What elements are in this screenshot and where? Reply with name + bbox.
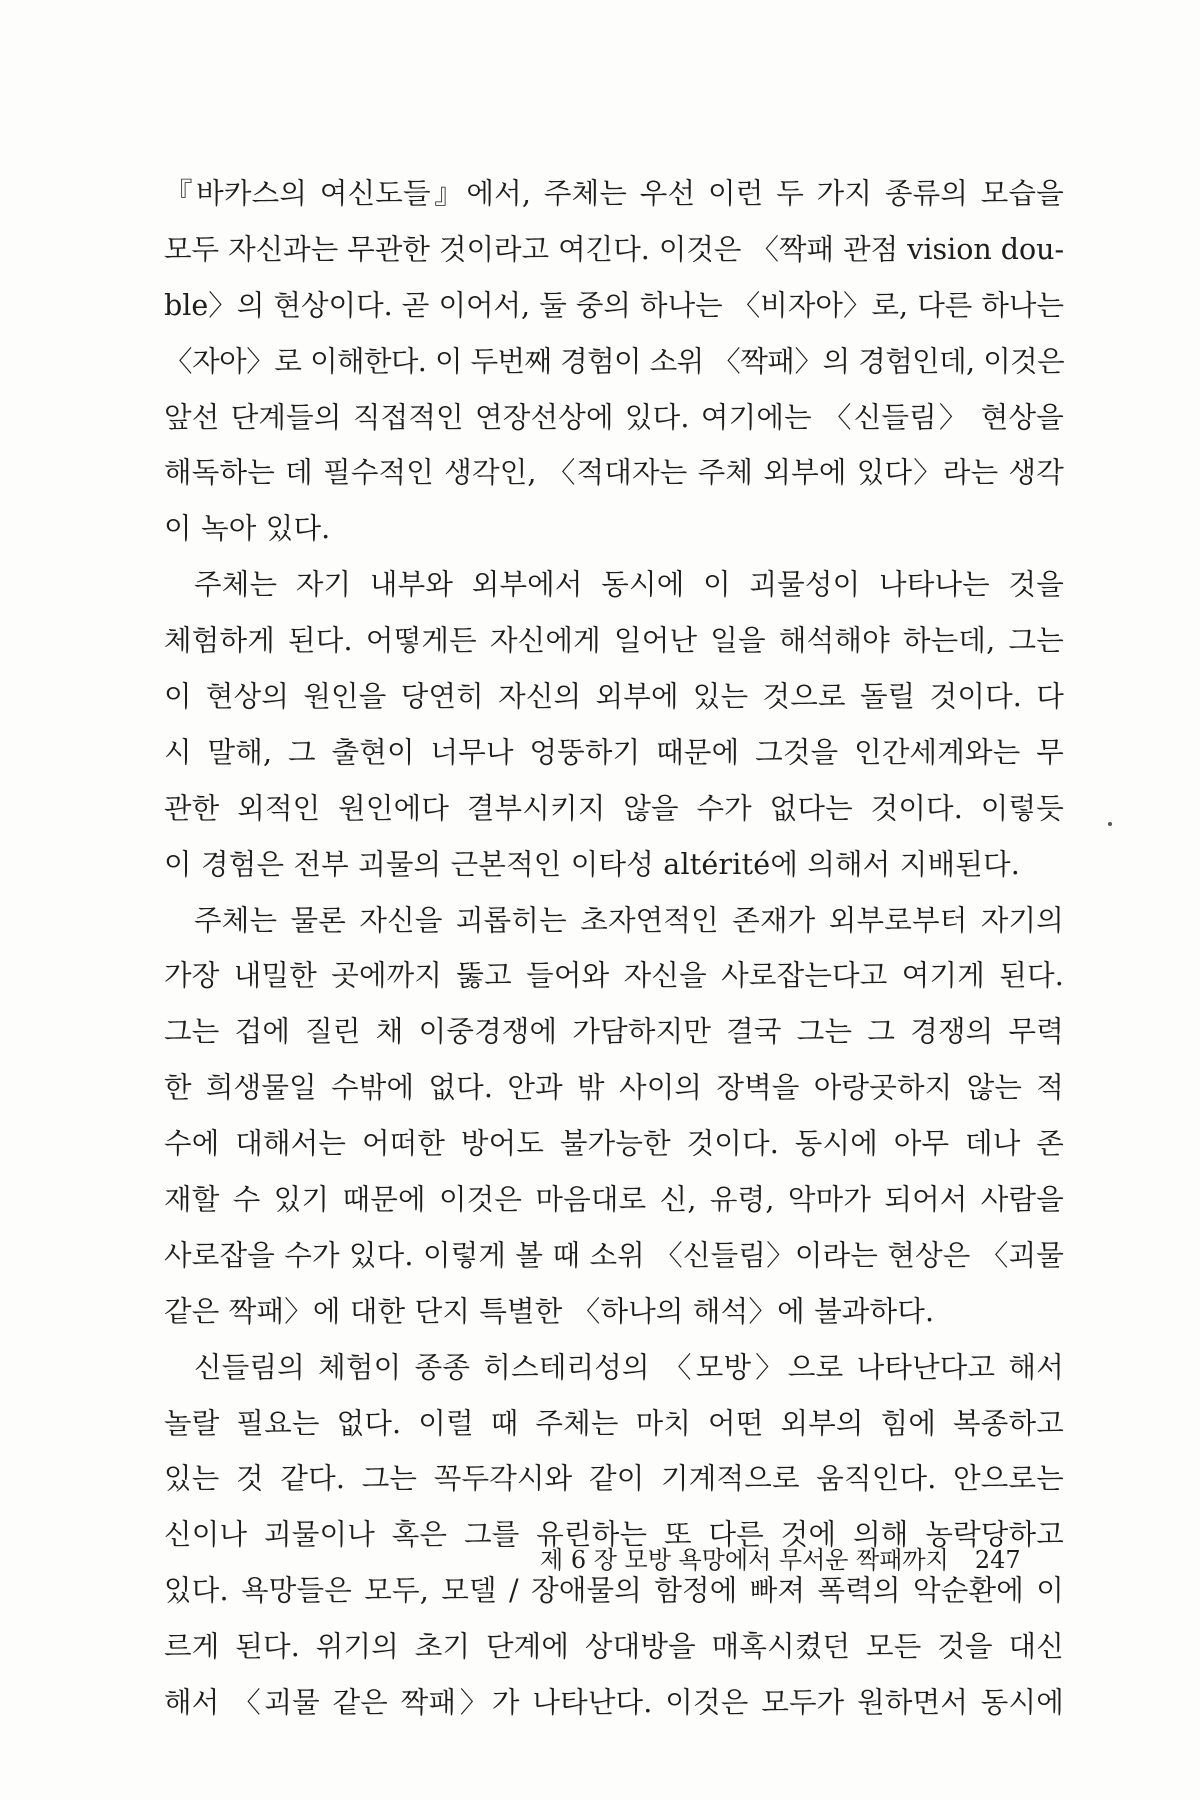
text-line: 재할 수 있기 때문에 이것은 마음대로 신, 유령, 악마가 되어서 사람을 bbox=[164, 1183, 1064, 1217]
text-line: 시 말해, 그 출현이 너무나 엉뚱하기 때문에 그것을 인간세계와는 무 bbox=[164, 735, 1064, 769]
text-line: 주체는 물론 자신을 괴롭히는 초자연적인 존재가 외부로부터 자기의 bbox=[194, 903, 1064, 937]
text-line: 신들림의 체험이 종종 히스테리성의 〈모방〉으로 나타난다고 해서 bbox=[194, 1350, 1064, 1384]
scan-speck bbox=[1108, 822, 1112, 826]
text-line: 모두 자신과는 무관한 것이라고 여긴다. 이것은 〈짝패 관점 vision dou- bbox=[164, 232, 1065, 266]
text-line: 있는 것 같다. 그는 꼭두각시와 같이 기계적으로 움직인다. 안으로는 bbox=[164, 1462, 1064, 1496]
text-line: 가장 내밀한 곳에까지 뚫고 들어와 자신을 사로잡는다고 여기게 된다. bbox=[164, 959, 1064, 993]
text-line: 해서 〈괴물 같은 짝패〉가 나타난다. 이것은 모두가 원하면서 동시에 bbox=[164, 1686, 1064, 1720]
text-line: 해독하는 데 필수적인 생각인, 〈적대자는 주체 외부에 있다〉라는 생각 bbox=[164, 456, 1064, 490]
text-line: 수에 대해서는 어떠한 방어도 불가능한 것이다. 동시에 아무 데나 존 bbox=[164, 1127, 1064, 1161]
page-number: 247 bbox=[974, 1546, 1021, 1574]
text-line: 신이나 괴물이나 혹은 그를 유린하는 또 다른 것에 의해 농락당하고 bbox=[164, 1518, 1064, 1552]
running-footer-chapter-title: 제 6 장 모방 욕망에서 무서운 짝패까지 bbox=[540, 1546, 949, 1574]
text-line: ble〉의 현상이다. 곧 이어서, 둘 중의 하나는 〈비자아〉로, 다른 하나는 bbox=[164, 288, 1064, 322]
text-line: 『바카스의 여신도들』에서, 주체는 우선 이런 두 가지 종류의 모습을 bbox=[164, 177, 1064, 210]
text-line: 이 녹아 있다. bbox=[164, 512, 331, 546]
text-line: 같은 짝패〉에 대한 단지 특별한 〈하나의 해석〉에 불과하다. bbox=[164, 1294, 935, 1328]
body-text bbox=[164, 166, 1064, 1731]
text-line: 관한 외적인 원인에다 결부시키지 않을 수가 없다는 것이다. 이렇듯 bbox=[164, 791, 1064, 825]
page-footer bbox=[540, 1540, 1100, 1580]
text-line: 한 희생물일 수밖에 없다. 안과 밖 사이의 장벽을 아랑곳하지 않는 적 bbox=[164, 1071, 1064, 1105]
text-line: 이 현상의 원인을 당연히 자신의 외부에 있는 것으로 돌릴 것이다. 다 bbox=[164, 680, 1064, 714]
text-line: 체험하게 된다. 어떻게든 자신에게 일어난 일을 해석해야 하는데, 그는 bbox=[164, 624, 1064, 658]
text-line: 이 경험은 전부 괴물의 근본적인 이타성 altérité에 의해서 지배된다. bbox=[164, 847, 1020, 881]
text-line: 르게 된다. 위기의 초기 단계에 상대방을 매혹시켰던 모든 것을 대신 bbox=[164, 1630, 1064, 1664]
text-line: 사로잡을 수가 있다. 이렇게 볼 때 소위 〈신들림〉이라는 현상은 〈괴물 bbox=[164, 1238, 1064, 1272]
text-line: 있다. 욕망들은 모두, 모델 / 장애물의 함정에 빠져 폭력의 악순환에 이 bbox=[164, 1574, 1064, 1608]
text-line: 그는 겁에 질린 채 이중경쟁에 가담하지만 결국 그는 그 경쟁의 무력 bbox=[164, 1015, 1064, 1049]
text-line: 놀랄 필요는 없다. 이럴 때 주체는 마치 어떤 외부의 힘에 복종하고 bbox=[164, 1406, 1064, 1440]
text-line: 〈자아〉로 이해한다. 이 두번째 경험이 소위 〈짝패〉의 경험인데, 이것은 bbox=[164, 344, 1064, 378]
text-line: 주체는 자기 내부와 외부에서 동시에 이 괴물성이 나타나는 것을 bbox=[194, 568, 1064, 602]
text-line: 앞선 단계들의 직접적인 연장선상에 있다. 여기에는 〈신들림〉 현상을 bbox=[164, 400, 1064, 434]
